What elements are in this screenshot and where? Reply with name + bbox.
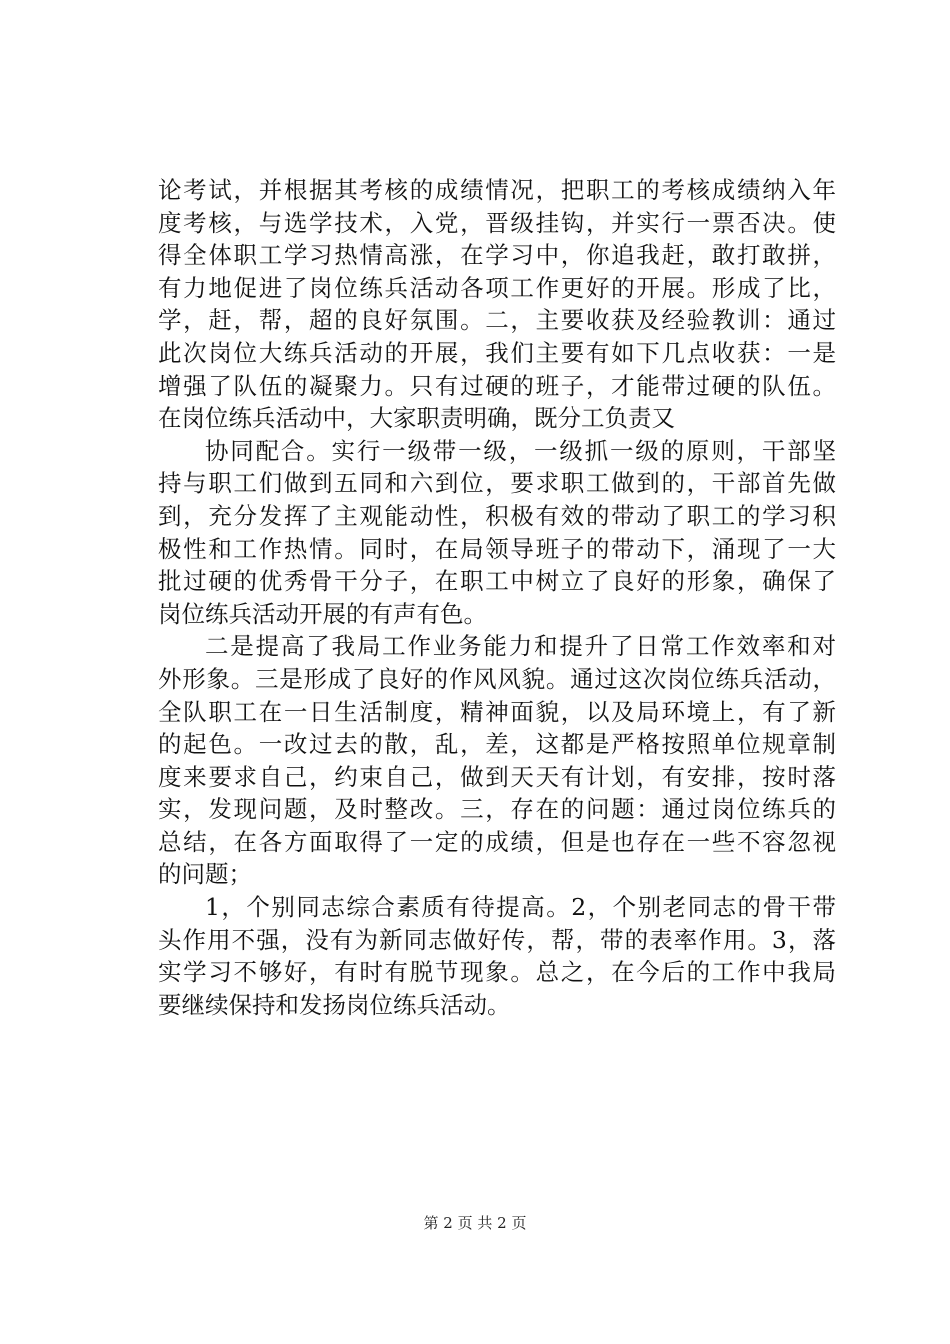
text-line: 批过硬的优秀骨干分子，在职工中树立了良好的形象，确保了 [158, 567, 836, 596]
text-line: 有力地促进了岗位练兵活动各项工作更好的开展。形成了比， [158, 273, 836, 302]
text-line: 头作用不强，没有为新同志做好传，帮，带的表率作用。3，落 [158, 925, 836, 954]
text-line: 度来要求自己，约束自己，做到天天有计划，有安排，按时落 [158, 762, 836, 791]
text-line: 协同配合。实行一级带一级，一级抓一级的原则，干部坚 [205, 436, 836, 465]
text-line: 度考核，与选学技术，入党，晋级挂钩，并实行一票否决。使 [158, 208, 836, 237]
text-line: 实学习不够好，有时有脱节现象。总之，在今后的工作中我局 [158, 958, 836, 987]
text-line: 学，赶，帮，超的良好氛围。二，主要收获及经验教训：通过 [158, 306, 836, 335]
text-line: 到，充分发挥了主观能动性，积极有效的带动了职工的学习积 [158, 501, 836, 530]
paragraph [158, 630, 836, 891]
text-line: 在岗位练兵活动中，大家职责明确，既分工负责又 [158, 404, 675, 433]
text-line: 持与职工们做到五同和六到位，要求职工做到的，干部首先做 [158, 469, 836, 498]
text-line: 二是提高了我局工作业务能力和提升了日常工作效率和对 [205, 632, 836, 661]
text-line: 1，个别同志综合素质有待提高。2，个别老同志的骨干带 [205, 893, 836, 922]
text-line: 极性和工作热情。同时，在局领导班子的带动下，涌现了一大 [158, 534, 836, 563]
text-line: 增强了队伍的凝聚力。只有过硬的班子，才能带过硬的队伍。 [158, 371, 836, 400]
text-line: 得全体职工学习热情高涨，在学习中，你追我赶，敢打敢拼， [158, 241, 836, 270]
paragraph [158, 435, 836, 631]
text-line: 要继续保持和发扬岗位练兵活动。 [158, 990, 511, 1019]
document-body [158, 174, 836, 1021]
text-line: 论考试，并根据其考核的成绩情况，把职工的考核成绩纳入年 [158, 176, 836, 204]
text-line: 的起色。一改过去的散，乱，差，这都是严格按照单位规章制 [158, 730, 836, 759]
text-line: 的问题； [158, 860, 252, 889]
text-line: 全队职工在一日生活制度，精神面貌，以及局环境上，有了新 [158, 697, 836, 726]
page-footer: 第 2 页 共 2 页 [423, 1214, 527, 1232]
paragraph [158, 174, 836, 435]
text-line: 总结，在各方面取得了一定的成绩，但是也存在一些不容忽视 [158, 827, 836, 856]
text-line: 外形象。三是形成了良好的作风风貌。通过这次岗位练兵活动， [158, 664, 836, 693]
text-line: 岗位练兵活动开展的有声有色。 [158, 599, 487, 628]
text-line: 此次岗位大练兵活动的开展，我们主要有如下几点收获：一是 [158, 338, 836, 367]
paragraph [158, 891, 836, 1021]
text-line: 实，发现问题，及时整改。三，存在的问题：通过岗位练兵的 [158, 795, 836, 824]
